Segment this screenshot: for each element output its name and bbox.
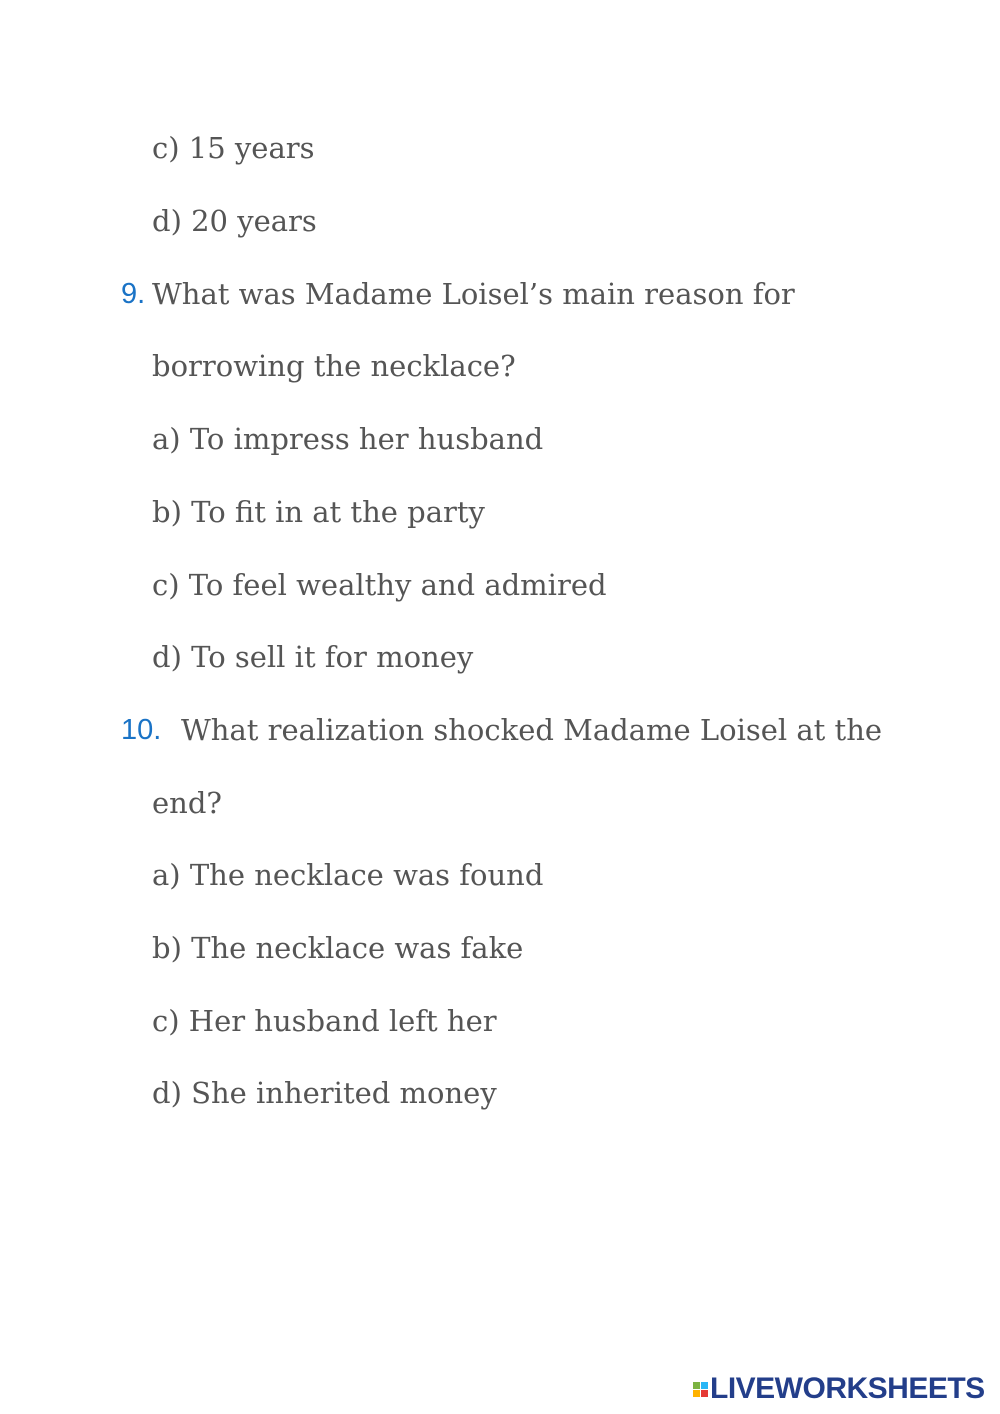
question-10-text-line1: What realization shocked Madame Loisel at the (181, 713, 883, 747)
q10-option-b: b) The necklace was fake (152, 931, 524, 965)
q10-option-d: d) She inherited money (152, 1076, 497, 1110)
q10-option-c: c) Her husband left her (152, 1004, 497, 1038)
logo-square-icon (693, 1382, 700, 1389)
q9-option-a: a) To impress her husband (152, 422, 544, 456)
question-10-number: 10. (121, 714, 162, 746)
logo-square-icon (693, 1390, 700, 1397)
logo-square-icon (701, 1382, 708, 1389)
q9-option-b: b) To fit in at the party (152, 495, 485, 529)
question-10-text-line2: end? (152, 786, 222, 820)
question-9-text-line1: What was Madame Loisel’s main reason for (152, 277, 795, 311)
question-9-number: 9. (121, 278, 146, 310)
liveworksheets-logo (693, 1372, 985, 1406)
logo-square-icon (701, 1390, 708, 1397)
q10-option-a: a) The necklace was found (152, 858, 544, 892)
q8-option-d: d) 20 years (152, 204, 317, 238)
liveworksheets-logo-icon (693, 1382, 708, 1397)
question-9-text-line2: borrowing the necklace? (152, 349, 516, 383)
q9-option-d: d) To sell it for money (152, 640, 474, 674)
q8-option-c: c) 15 years (152, 131, 315, 165)
q9-option-c: c) To feel wealthy and admired (152, 568, 607, 602)
liveworksheets-logo-text: LIVEWORKSHEETS (710, 1372, 985, 1405)
